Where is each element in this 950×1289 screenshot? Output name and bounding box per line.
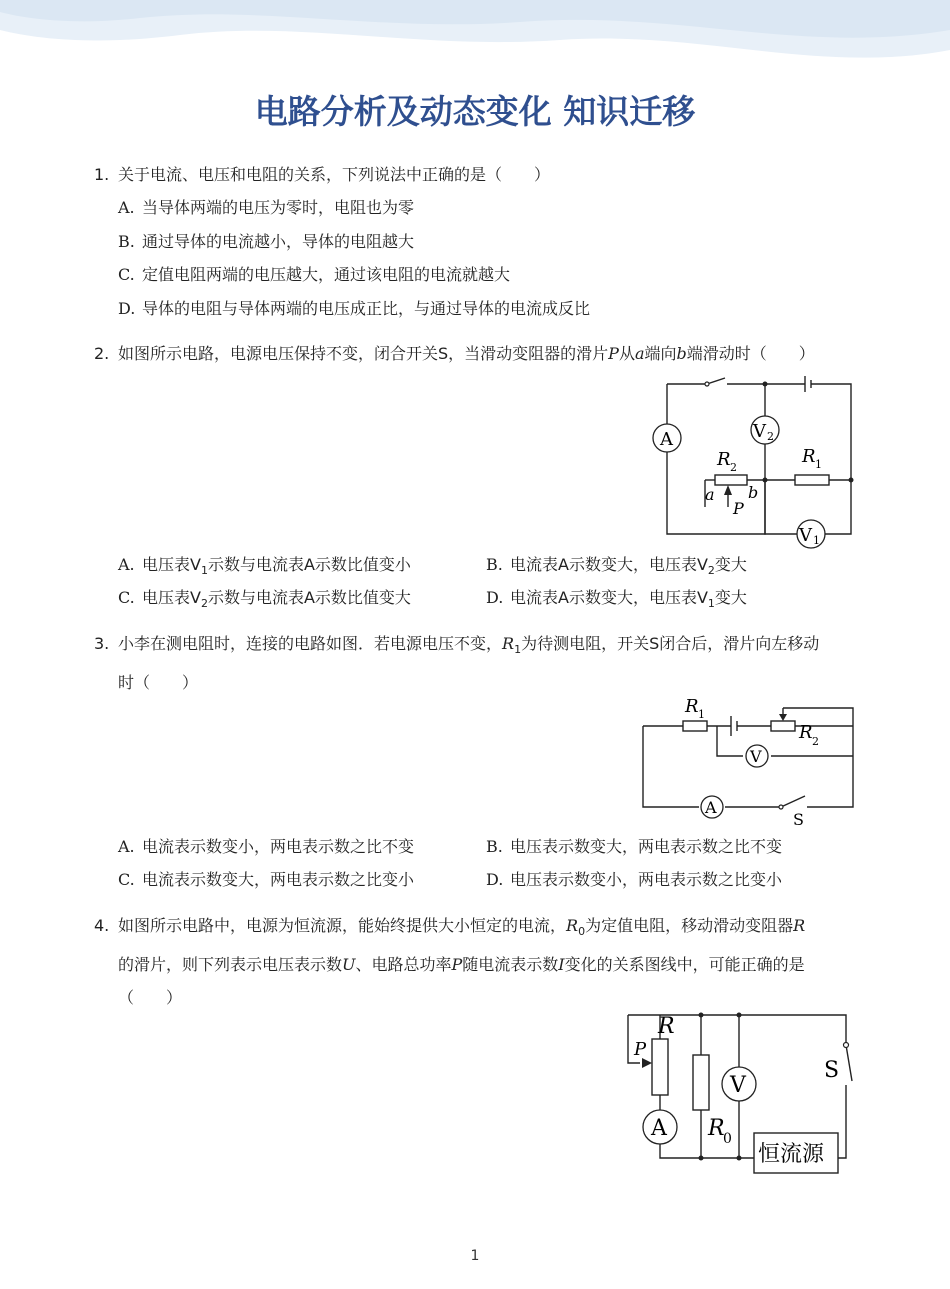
rheostat-r-label: R: [658, 1014, 675, 1039]
switch-label: S: [824, 1058, 840, 1083]
question-stem: 如图所示电路，电源电压保持不变，闭合开关S，当滑动变阻器的滑片P从a端向b端滑动时（ ）: [118, 344, 815, 363]
voltmeter-v1-label: V: [799, 525, 812, 546]
option-3b: B. 电压表示数变大，两电表示数之比不变: [486, 837, 783, 856]
header-wave-decoration: [0, 0, 950, 80]
resistor-r2-label: R: [717, 449, 731, 470]
question-number: 4.: [94, 916, 110, 935]
svg-text:1: 1: [813, 534, 820, 547]
question-2: [94, 337, 854, 370]
circuit-diagram-q2: [645, 372, 860, 552]
switch-label: S: [793, 810, 804, 829]
svg-text:1: 1: [698, 708, 705, 721]
option-3d: D. 电压表示数变小，两电表示数之比变小: [486, 870, 783, 889]
option-2b: B. 电流表A示数变大，电压表$V_2$变大: [486, 555, 747, 578]
resistor-r0-label: R: [708, 1116, 725, 1141]
voltmeter-label: V: [730, 1073, 746, 1098]
question-number: 3.: [94, 634, 110, 653]
ammeter-label: A: [660, 429, 673, 450]
resistor-r1-label: R: [685, 696, 699, 717]
option-1c: C. 定值电阻两端的电压越大，通过该电阻的电流就越大: [118, 265, 511, 284]
ammeter-label: A: [705, 798, 717, 817]
page-number: 1: [470, 1248, 480, 1264]
question-4: [94, 909, 854, 1014]
svg-text:0: 0: [723, 1131, 732, 1147]
circuit-diagram-q4: [620, 1005, 860, 1180]
page-title: 电路分析及动态变化 知识迁移: [254, 92, 696, 131]
question-stem: 关于电流、电压和电阻的关系，下列说法中正确的是（ ）: [118, 165, 551, 184]
circuit-diagram-q3: [635, 690, 860, 830]
voltmeter-label: V: [750, 747, 762, 766]
svg-text:P: P: [634, 1039, 647, 1060]
question-3: [94, 627, 854, 699]
question-number: 2.: [94, 344, 110, 363]
option-1b: B. 通过导体的电流越小，导体的电阻越大: [118, 232, 415, 251]
resistor-r2-label: R: [799, 722, 813, 743]
question-number: 1.: [94, 165, 110, 184]
resistor-r1-label: R: [802, 446, 816, 467]
svg-text:2: 2: [767, 430, 774, 443]
question-1: [94, 158, 854, 191]
ammeter-label: A: [651, 1116, 667, 1141]
option-1d: D. 导体的电阻与导体两端的电压成正比，与通过导体的电流成反比: [118, 299, 591, 318]
svg-text:b: b: [748, 483, 759, 502]
svg-text:2: 2: [812, 735, 819, 748]
option-2c: C. 电压表$V_2$示数与电流表A示数比值变大: [118, 588, 411, 611]
svg-text:P: P: [733, 499, 744, 518]
option-3c: C. 电流表示数变大，两电表示数之比变小: [118, 870, 415, 889]
question-stem: 如图所示电路中，电源为恒流源，能始终提供大小恒定的电流，$R_0$为定值电阻，移动滑动变阻器R 的滑片，则下列表示电压表示数U、电路总功率P随电流表示数I变化的关系图线中，可能正确的是 （ ）: [118, 916, 806, 1008]
constant-current-source-label: 恒流源: [758, 1142, 825, 1167]
option-2d: D. 电流表A示数变大，电压表$V_1$变大: [486, 588, 747, 611]
svg-text:1: 1: [815, 458, 822, 471]
voltmeter-v2-label: V: [753, 421, 766, 442]
question-stem: 小李在测电阻时，连接的电路如图．若电源电压不变，$R_1$为待测电阻，开关S闭合后，滑片向左移动 时（ ）: [118, 634, 820, 693]
option-1a: A. 当导体两端的电压为零时，电阻也为零: [118, 198, 415, 217]
option-2a: A. 电压表$V_1$示数与电流表A示数比值变小: [118, 555, 411, 578]
svg-text:2: 2: [730, 461, 737, 474]
svg-text:a: a: [705, 485, 715, 504]
option-3a: A. 电流表示数变小，两电表示数之比不变: [118, 837, 415, 856]
